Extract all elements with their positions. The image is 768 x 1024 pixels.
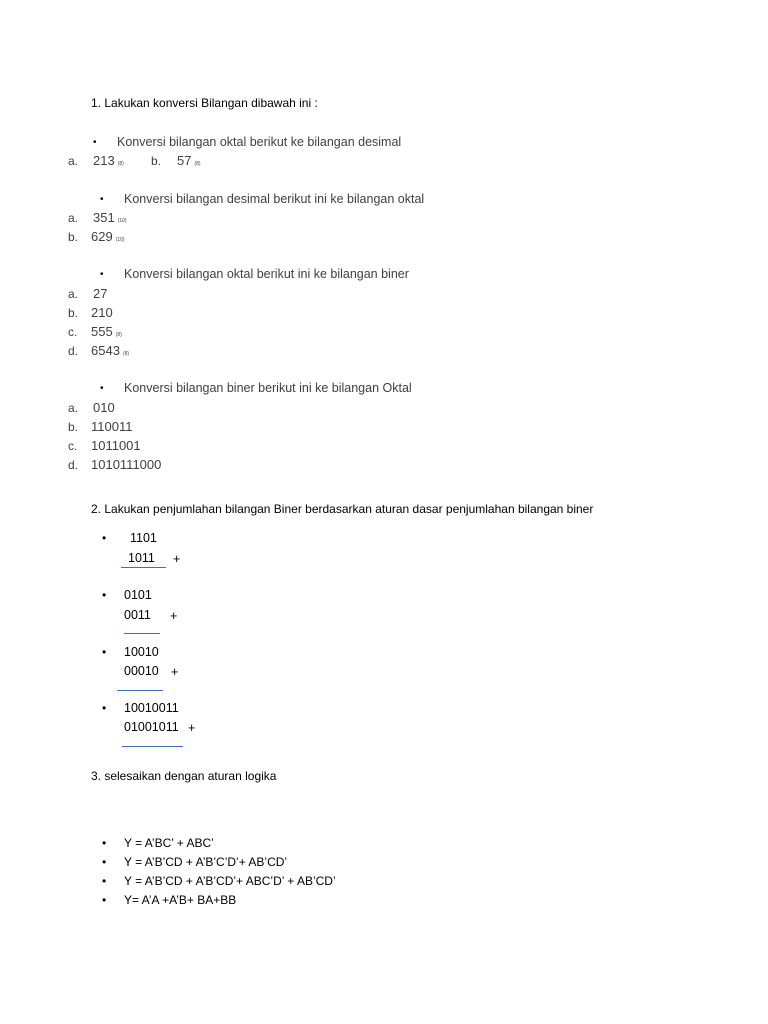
bullet-icon: • [102,874,107,888]
bullet-icon: • [93,137,97,148]
addend-top: 10010 [124,645,159,659]
sum-underline [121,567,166,568]
item-number: 57 [177,153,192,168]
sum-underline [117,690,163,691]
item-value: 27 [93,286,108,301]
item-value [177,153,201,168]
item-number: 213 [93,153,115,168]
plus-sign: + [188,721,196,735]
question-3-title: 3. selesaikan dengan aturan logika [91,769,277,783]
item-label: d. [68,344,79,358]
item-label: b. [68,306,79,320]
item-label: c. [68,325,78,339]
bullet-icon: • [100,269,104,280]
addend-top: 10010011 [124,701,179,715]
plus-sign: + [173,552,181,566]
bullet-icon: • [102,531,107,545]
item-value: 210 [91,305,113,320]
logic-expression: Y = A’B’CD + A’B’CD’+ ABC’D’ + AB’CD’ [124,874,336,888]
item-value [93,210,127,225]
bullet-icon: • [100,194,104,205]
item-label: b. [68,230,79,244]
sum-underline [124,633,160,634]
addend-bottom: 00010 [124,664,159,678]
bullet-icon: • [102,588,107,602]
logic-expression: Y= A’A +A’B+ BA+BB [124,893,237,907]
item-base-subscript: (8) [115,332,122,338]
logic-expression: Y = A’BC’ + ABC’ [124,836,214,850]
item-base-subscript: (10) [115,237,125,243]
item-value [91,229,125,244]
item-label: a. [68,211,79,225]
section-2-instruction: Konversi bilangan desimal berikut ini ke bilangan oktal [124,192,425,206]
addend-top: 0101 [124,588,152,602]
item-label: b. [151,154,162,168]
item-base-subscript: (8) [122,351,130,357]
section-1-instruction: Konversi bilangan oktal berikut ke bilangan desimal [117,135,402,149]
bullet-icon: • [102,855,107,869]
item-value [91,343,129,358]
section-4-instruction: Konversi bilangan biner berikut ini ke bilangan Oktal [124,381,412,395]
section-3-instruction: Konversi bilangan oktal berikut ini ke bilangan biner [124,267,409,281]
addend-bottom: 01001011 [124,720,179,734]
plus-sign: + [170,609,178,623]
item-label: d. [68,458,79,472]
item-value: 010 [93,400,115,415]
addend-bottom: 0011 [124,608,151,622]
question-2-title: 2. Lakukan penjumlahan bilangan Biner berdasarkan aturan dasar penjumlahan bilangan biner [91,502,594,516]
bullet-icon: • [100,383,104,394]
item-number: 6543 [91,343,120,358]
item-base-subscript: (8) [194,161,201,167]
logic-expression: Y = A’B’CD + A’B’C’D’+ AB’CD’ [124,855,288,869]
item-value: 1010111000 [91,457,162,472]
bullet-icon: • [102,836,107,850]
item-number: 351 [93,210,115,225]
item-value: 1011001 [91,438,141,453]
item-label: c. [68,439,78,453]
sum-underline [122,746,183,747]
item-label: b. [68,420,79,434]
item-number: 555 [91,324,113,339]
item-number: 629 [91,229,113,244]
item-value: 110011 [91,419,133,434]
addend-top: 1101 [130,531,157,545]
bullet-icon: • [102,893,107,907]
bullet-icon: • [102,701,107,715]
item-base-subscript: (8) [117,161,124,167]
item-base-subscript: (10) [117,218,127,224]
item-value [93,153,124,168]
plus-sign: + [171,665,179,679]
item-label: a. [68,401,79,415]
item-value [91,324,122,339]
item-label: a. [68,154,79,168]
bullet-icon: • [102,645,107,659]
addend-bottom: 1011 [128,551,155,565]
question-1-title: 1. Lakukan konversi Bilangan dibawah ini : [91,96,318,110]
item-label: a. [68,287,79,301]
